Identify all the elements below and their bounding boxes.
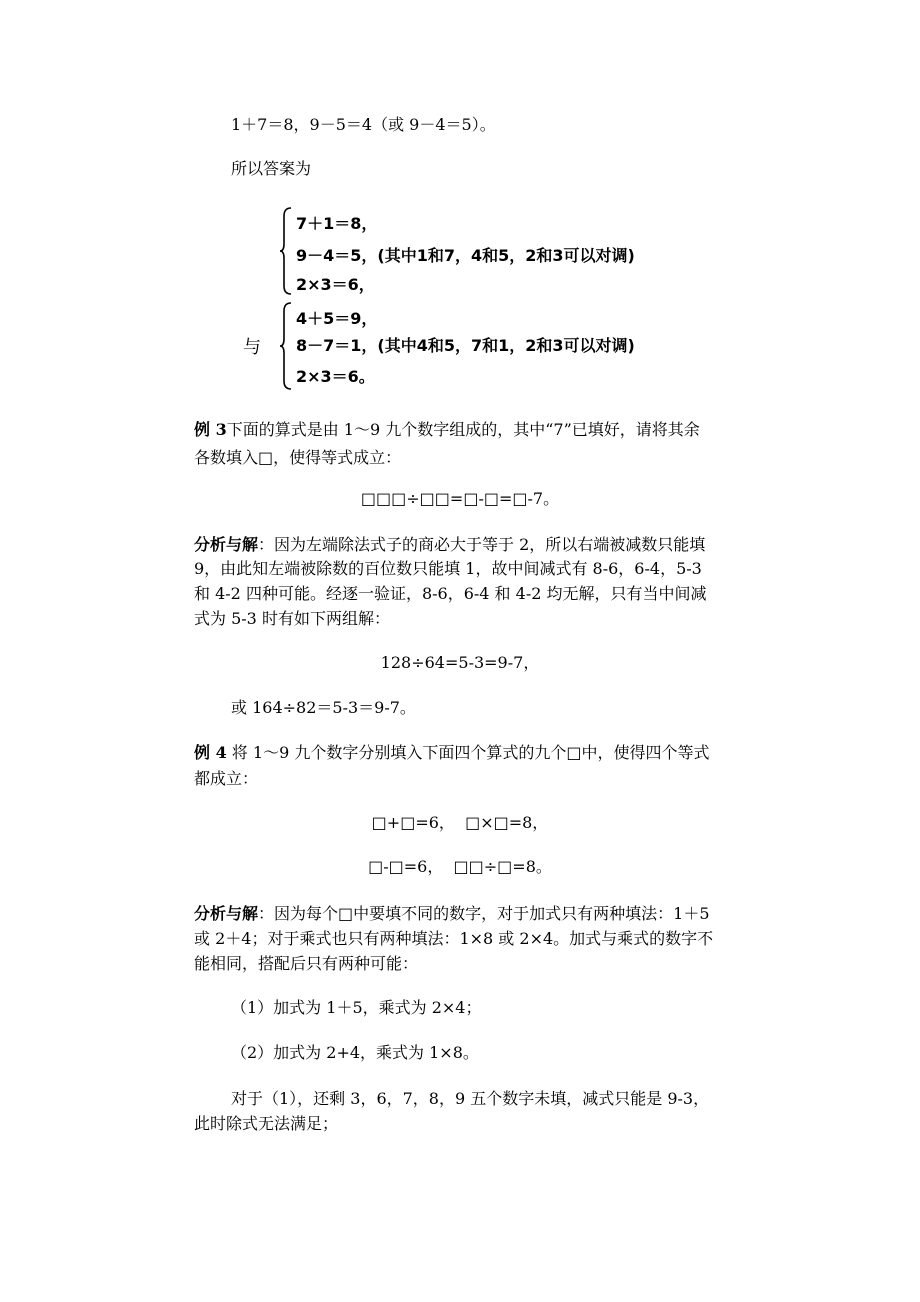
system2-eq1: 4＋5＝9， bbox=[296, 309, 378, 328]
system1-eq3: 2×3＝6， bbox=[296, 275, 375, 294]
example3-label: 例 3 bbox=[194, 420, 227, 439]
example3-line2: 各数填入□，使得等式成立： bbox=[194, 448, 402, 467]
analysis4-line4: 对于（1），还剩 3，6，7，8，9 五个数字未填，减式只能是 9-3， bbox=[231, 1089, 710, 1108]
system1-eq1: 7＋1＝8， bbox=[296, 214, 378, 233]
example4-label: 例 4 bbox=[194, 743, 227, 762]
example3-formula: □□□÷□□=□-□=□-7。 bbox=[360, 489, 560, 508]
analysis4-line1 bbox=[194, 902, 710, 926]
analysis3-label: 分析与解 bbox=[194, 535, 259, 554]
analysis3-line2: 9，由此知左端被除数的百位数只能填 1，故中间减式有 8-6，6-4，5-3 bbox=[194, 559, 702, 578]
system1-eq2: 9－4＝5，(其中1和7，4和5，2和3可以对调) bbox=[296, 246, 635, 265]
analysis4-text: ：因为每个□中要填不同的数字，对于加式只有两种填法：1＋5 bbox=[258, 904, 710, 923]
case-1: （1）加式为 1＋5，乘式为 2×4； bbox=[231, 998, 482, 1017]
example4-formula1: □+□=6， □×□=8， bbox=[371, 813, 549, 832]
left-brace bbox=[279, 301, 293, 391]
solution1: 128÷64=5-3=9-7， bbox=[380, 653, 540, 672]
solution2: 或 164÷82＝5-3＝9-7。 bbox=[231, 698, 416, 717]
example3-text: 下面的算式是由 1～9 九个数字组成的，其中“7”已填好，请将其余 bbox=[226, 420, 700, 439]
analysis4-line5: 此时除式无法满足； bbox=[194, 1114, 339, 1133]
analysis3-line3: 和 4-2 四种可能。经逐一验证，8-6，6-4 和 4-2 均无解，只有当中间减 bbox=[194, 584, 707, 603]
system2-eq2: 8－7＝1，(其中4和5，7和1，2和3可以对调) bbox=[296, 336, 635, 355]
example4-line1 bbox=[194, 741, 709, 765]
analysis3-line4: 式为 5-3 时有如下两组解： bbox=[194, 609, 390, 628]
answer-intro: 所以答案为 bbox=[231, 159, 312, 178]
case-2: （2）加式为 2+4，乘式为 1×8。 bbox=[231, 1043, 479, 1062]
analysis4-line2: 或 2＋4；对于乘式也只有两种填法：1×8 或 2×4。加式与乘式的数字不 bbox=[194, 929, 714, 948]
system2-eq3: 2×3＝6。 bbox=[296, 367, 375, 386]
example3-line1 bbox=[194, 418, 700, 442]
example4-line2: 都成立： bbox=[194, 769, 259, 788]
analysis3-line1 bbox=[194, 533, 705, 557]
analysis3-text: ：因为左端除法式子的商必大于等于 2，所以右端被减数只能填 bbox=[258, 535, 706, 554]
example4-formula2: □-□=6， □□÷□=8。 bbox=[368, 857, 552, 876]
example4-text: 将 1～9 九个数字分别填入下面四个算式的九个□中，使得四个等式 bbox=[226, 743, 710, 762]
analysis4-label: 分析与解 bbox=[194, 904, 259, 923]
left-brace bbox=[279, 206, 293, 296]
connector-word: 与 bbox=[243, 337, 261, 358]
analysis4-line3: 能相同，搭配后只有两种可能： bbox=[194, 954, 419, 973]
equation-line: 1＋7＝8，9－5＝4（或 9－4＝5）。 bbox=[231, 115, 496, 134]
